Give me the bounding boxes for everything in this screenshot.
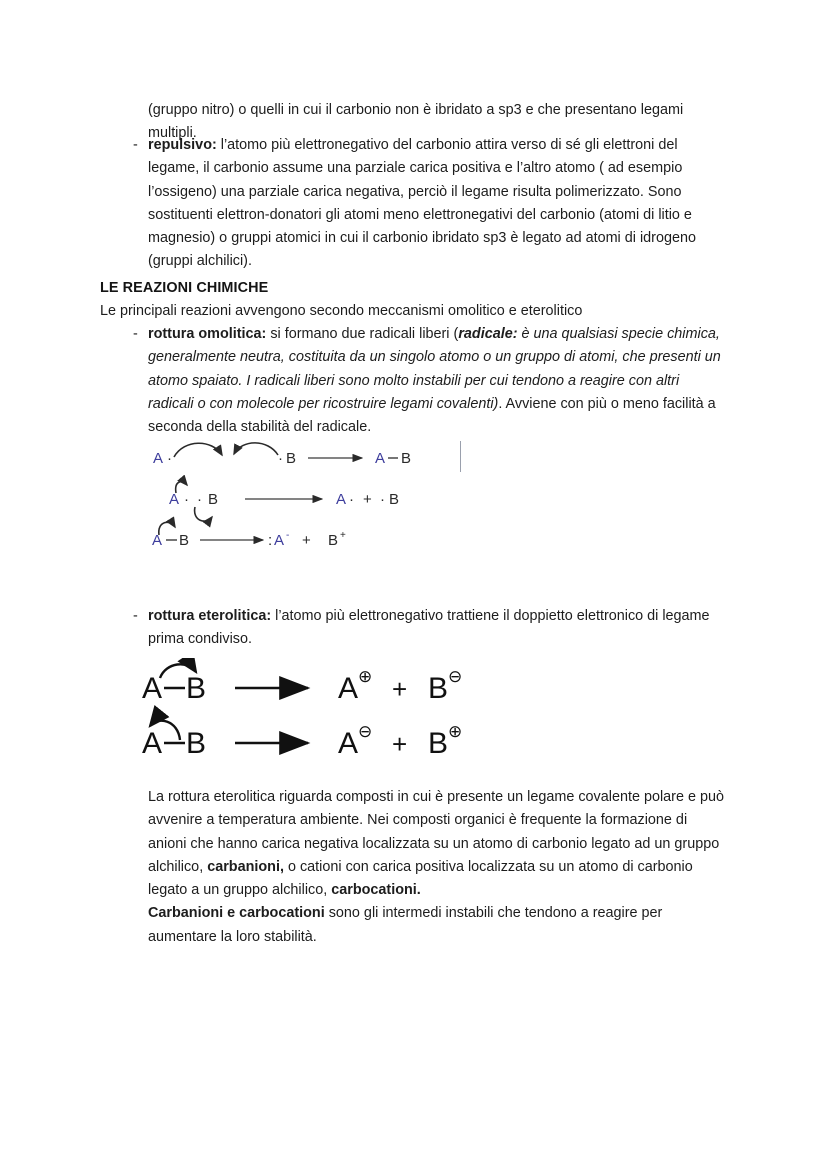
closing-bold-carbanioni: carbanioni, — [207, 858, 284, 875]
row1-product-a: A — [375, 450, 386, 467]
bullet-label-repulsivo: repulsivo: — [148, 137, 217, 153]
paragraph-line-2: multipli. — [148, 125, 197, 142]
closing-text-c: sono gli intermedi instabili che tendono a reagire per aumentare la loro stabilità. — [148, 905, 663, 945]
closing-paragraph — [148, 786, 726, 949]
het-row2-species-a: A — [142, 727, 163, 760]
row2-product-dot-b: · — [380, 491, 385, 508]
het-row2-product-a-charge: ⊖ — [358, 722, 373, 742]
bullet-text-omolitica-a: si formano due radicali liberi ( — [266, 326, 459, 342]
row2-dot-b: · — [197, 491, 202, 508]
bullet-marker-repulsivo: - — [133, 137, 138, 153]
row3-species-a: A — [152, 532, 163, 549]
het-row2-species-b: B — [186, 727, 207, 760]
closing-text-b: o cationi con carica positiva localizzata su un atomo di carbonio legato a un gruppo alchilico, — [148, 858, 693, 899]
het-row1-species-a: A — [142, 672, 163, 705]
bullet-item-repulsivo — [148, 134, 726, 274]
homolytic-cleavage-svg — [150, 437, 470, 562]
intro-line: Le principali reazioni avvengono secondo meccanismi omolitico e eterolitico — [100, 303, 583, 319]
diagram-rottura-omolitica — [150, 437, 470, 562]
row2-product-dot-a: · — [349, 491, 354, 508]
row2-species-b: B — [208, 491, 219, 508]
row3-species-b: B — [179, 532, 190, 549]
bullet-item-rottura-eterolitica — [148, 605, 726, 652]
bullet-item-rottura-omolitica — [148, 323, 726, 439]
het-row2-product-b: B — [428, 727, 449, 760]
radicale-definition-label: radicale: — [458, 326, 518, 342]
heterolytic-cleavage-svg — [140, 658, 480, 768]
bullet-label-eterolitica: rottura eterolitica: — [148, 608, 272, 624]
closing-bold-carbanioni-e-carbocationi: Carbanioni e carbocationi — [148, 905, 325, 922]
paragraph-line-1: (gruppo nitro) o quelli in cui il carbonio non è ibridato a sp3 e che presentano legami — [148, 102, 684, 118]
row3-product-a-charge: - — [286, 530, 290, 541]
bullet-text-repulsivo: l’atomo più elettronegativo del carbonio attira verso di sé gli elettroni del legame, il carbonio assume una parziale carica positiva e l’altro atomo ( ad esempio l’ossigeno) una parziale carica negativa, perciò il legame risulta polimerizzato. Sono sostituenti elettron-donatori gli atomi meno elettronegativi del carbonio (atomi di litio e magnesio) o gruppi atomici in cui il carbonio ibridato sp3 è legato ad atomi di idrogeno (gruppi alchilici). — [148, 137, 696, 270]
row1-species-a: A — [153, 450, 164, 467]
row2-product-a: A — [336, 491, 347, 508]
bullet-text-eterolitica: l’atomo più elettronegativo trattiene il doppietto elettronico di legame prima condiviso. — [148, 608, 710, 648]
row3-product-b: B — [328, 532, 339, 549]
het-row1-product-a-charge: ⊕ — [358, 667, 373, 687]
radicale-definition-text: è una qualsiasi specie chimica, generalmente neutra, costituita da un singolo atomo o un gruppo di atomi, che presenti un atomo spaiato. I radicali liberi sono molto instabili per cui tendono a reagire con altri radicali o con molecole per ricostruire legami covalenti) — [148, 326, 721, 412]
het-row1-product-a: A — [338, 672, 359, 705]
section-heading-le-reazioni-chimiche: LE REAZIONI CHIMICHE — [100, 280, 269, 296]
bullet-text-omolitica-b: . Avviene con più o meno facilità a seconda della stabilità del radicale. — [148, 395, 716, 436]
het-row1-species-b: B — [186, 672, 207, 705]
row2-species-a: A — [169, 491, 180, 508]
row1-dot-a: · — [167, 450, 172, 467]
row2-plus: + — [363, 491, 372, 508]
diagram-rottura-eterolitica — [140, 658, 480, 768]
row2-dot-a: · — [184, 491, 189, 508]
closing-bold-carbocationi: carbocationi. — [331, 882, 421, 899]
bullet-marker-omolitica: - — [133, 326, 138, 342]
row3-plus: + — [302, 532, 311, 549]
row1-fishhook-left — [174, 443, 222, 457]
closing-text-a: La rottura eterolitica riguarda composti in cui è presente un legame covalente polare e può avvenire a temperatura ambiente. Nei composti organici è frequente la formazione di anioni che hanno carica negativa localizzata su un atomo di carbonio legato ad un gruppo alchilico, — [148, 789, 724, 875]
het-row1-product-b: B — [428, 672, 449, 705]
row2-fishhook-down — [195, 507, 212, 521]
text-cursor-caret — [460, 441, 461, 472]
het-row2-product-a: A — [338, 727, 359, 760]
het-row1-product-b-charge: ⊖ — [448, 667, 463, 687]
row1-dot-b: · — [278, 450, 283, 467]
het-row1-plus: + — [392, 674, 408, 704]
het-row2-plus: + — [392, 729, 408, 759]
het-row2-product-b-charge: ⊕ — [448, 722, 463, 742]
row1-fishhook-right — [234, 443, 278, 455]
row3-product-b-charge: + — [340, 530, 346, 541]
bullet-label-omolitica: rottura omolitica: — [148, 326, 267, 342]
row2-product-b: B — [389, 491, 400, 508]
row3-lone-pair: : — [268, 532, 273, 549]
row1-product-b: B — [401, 450, 412, 467]
bullet-marker-eterolitica: - — [133, 608, 138, 624]
row3-product-a: A — [274, 532, 285, 549]
row1-species-b: B — [286, 450, 297, 467]
